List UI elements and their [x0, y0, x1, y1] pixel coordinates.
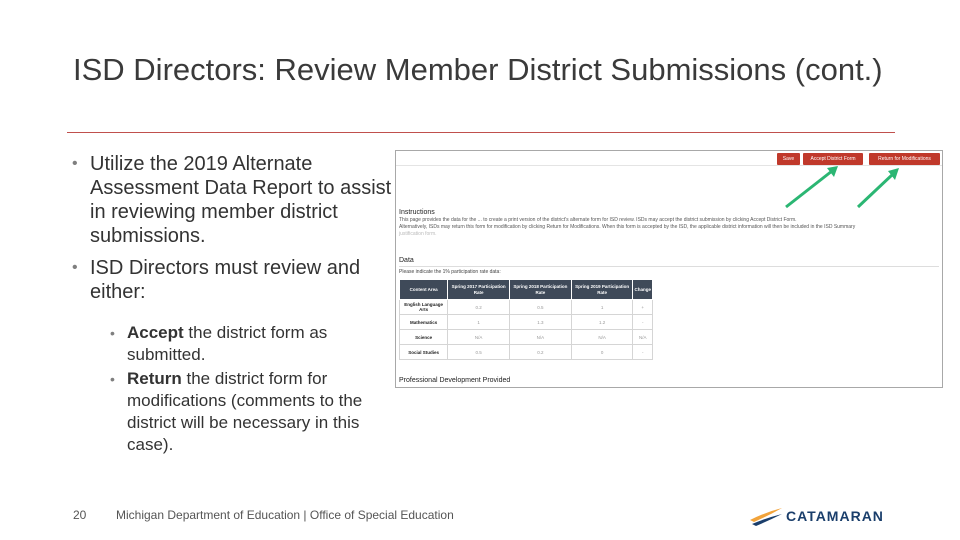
table-cell: Mathematics: [400, 315, 448, 330]
bullet-icon: •: [72, 259, 78, 276]
table-header: Spring 2018 Participation Rate: [509, 280, 571, 300]
sub-bullet-bold: Accept: [127, 323, 184, 342]
participation-table: [399, 279, 653, 360]
table-cell: -: [633, 345, 653, 360]
table-header: Spring 2019 Participation Rate: [571, 280, 633, 300]
page-number: 20: [73, 508, 87, 522]
table-cell[interactable]: 0: [571, 345, 633, 360]
data-divider: [399, 266, 939, 267]
sub-bullet-bold: Return: [127, 369, 182, 388]
table-cell[interactable]: N/A: [448, 330, 510, 345]
table-row: [400, 315, 653, 330]
sub-bullet-item: [110, 322, 390, 366]
return-for-modifications-button[interactable]: Return for Modifications: [869, 153, 940, 165]
table-cell: English Language Arts: [400, 300, 448, 315]
table-header: Spring 2017 Participation Rate: [448, 280, 510, 300]
table-row: [400, 345, 653, 360]
table-header-row: [400, 280, 653, 300]
bullet-item: [72, 152, 392, 248]
slide-title: ISD Directors: Review Member District Submissions (cont.): [73, 52, 883, 87]
sub-bullet-item: [110, 368, 390, 456]
instructions-text: justification form.: [399, 231, 437, 237]
catamaran-logo-icon: [748, 502, 898, 528]
table-cell: N/A: [633, 330, 653, 345]
logo-mark-icon: [748, 502, 784, 528]
pd-heading: Professional Development Provided: [399, 377, 511, 384]
footer-text: Michigan Department of Education | Office of Special Education: [116, 508, 454, 522]
table-cell: Social Studies: [400, 345, 448, 360]
table-cell[interactable]: 1: [448, 315, 510, 330]
table-cell: +: [633, 300, 653, 315]
table-header: Content Area: [400, 280, 448, 300]
bullet-icon: •: [110, 325, 115, 341]
instructions-heading: Instructions: [399, 209, 435, 216]
bullet-icon: •: [110, 371, 115, 387]
form-screenshot: [395, 150, 943, 388]
bullet-text: Utilize the 2019 Alternate Assessment Data Report to assist in reviewing member district submissions.: [90, 153, 392, 247]
sub-bullet-text: the district form as submitted.: [127, 323, 328, 364]
table-cell[interactable]: N/A: [571, 330, 633, 345]
instructions-text: This page provides the data for the ... to create a print version of the district's alternate form for ISD review. ISDs may accept the district submission by clicking Accept District Form.: [399, 217, 797, 223]
sub-bullet-list: [110, 322, 390, 458]
table-cell: Science: [400, 330, 448, 345]
accept-district-form-button[interactable]: Accept District Form: [803, 153, 863, 165]
bullet-text: ISD Directors must review and either:: [90, 257, 361, 303]
save-button[interactable]: Save: [777, 153, 800, 165]
data-prompt: Please indicate the 1% participation rate data:: [399, 269, 501, 275]
table-cell[interactable]: 0.5: [448, 345, 510, 360]
table-cell[interactable]: 1.2: [571, 315, 633, 330]
table-row: [400, 300, 653, 315]
table-cell: -: [633, 315, 653, 330]
table-cell[interactable]: 0.2: [509, 345, 571, 360]
table-cell[interactable]: 0.5: [509, 300, 571, 315]
instructions-text: Alternatively, ISDs may return this form for modification by clicking Return for Modifications. When this form is accepted by the ISD, the applicable district information will then be included in the ISD Summary: [399, 224, 856, 230]
bullet-item: [72, 256, 392, 304]
data-heading: Data: [399, 257, 414, 264]
table-cell[interactable]: N/A: [509, 330, 571, 345]
table-header: Change: [633, 280, 653, 300]
table-cell[interactable]: 1: [571, 300, 633, 315]
logo-text: CATAMARAN: [786, 508, 884, 524]
table-cell[interactable]: 0.2: [448, 300, 510, 315]
table-cell[interactable]: 1.3: [509, 315, 571, 330]
table-row: [400, 330, 653, 345]
title-divider: [67, 132, 895, 133]
bullet-icon: •: [72, 155, 78, 172]
sub-bullet-text: the district form for modifications (comments to the district will be necessary in this case).: [127, 369, 363, 454]
bullet-list: [72, 152, 392, 312]
